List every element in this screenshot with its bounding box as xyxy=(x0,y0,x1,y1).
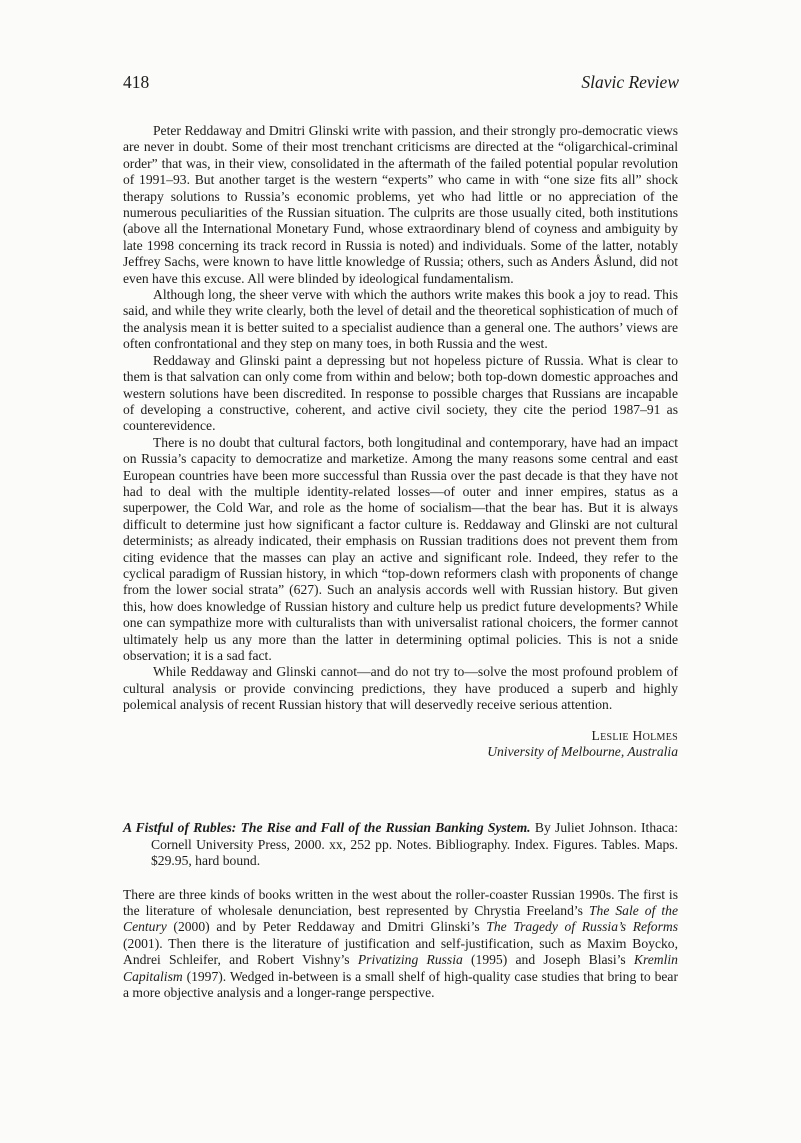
text-run: (1997). Wedged in-between is a small shelf of high-quality case studies that bring to bear a more objective analysis and a longer-range perspective. xyxy=(123,968,678,1001)
running-head xyxy=(123,72,679,93)
book-details: By Juliet Johnson. Ithaca: Cornell University Press, 2000. xx, 252 pp. Notes. Bibliography. Index. Figures. Tables. Maps. $29.95, hard bound. xyxy=(151,820,678,869)
book-citation xyxy=(123,820,678,869)
review-johnson xyxy=(123,887,678,1002)
paragraph: Reddaway and Glinski paint a depressing but not hopeless picture of Russia. What is clear to them is that salvation can only come from within and below; both top-down domestic approaches and western solutions have been discredited. In response to possible charges that Russians are incapable of developing a constructive, coherent, and active civil society, they cite the period 1987–91 as counterevidence. xyxy=(123,352,678,434)
cited-title: Privatizing Russia xyxy=(357,952,463,968)
page-body xyxy=(123,123,678,1002)
paragraph: Although long, the sheer verve with which the authors write makes this book a joy to read. This said, and while they write clearly, both the level of detail and the theoretical sophistication of much of the analysis mean it is better suited to a specialist audience than a general one. The authors’ views are often confrontational and they step on many toes, in both Russia and the west. xyxy=(123,287,678,352)
text-run: (2000) and by Peter Reddaway and Dmitri Glinski’s xyxy=(166,919,487,935)
paragraph: While Reddaway and Glinski cannot—and do not try to—solve the most profound problem of cultural analysis or provide convincing predictions, they have produced a superb and highly polemical analysis of recent Russian history that will deservedly receive serious attention. xyxy=(123,664,678,713)
cited-title: The Sale of the Century xyxy=(123,903,679,935)
reviewer-name: Leslie Holmes xyxy=(591,727,678,743)
page-number: 418 xyxy=(123,72,150,92)
text-run: There are three kinds of books written in the west about the roller-coaster Russian 1990s. The first is the literature of wholesale denunciation, best represented by Chrystia Freeland’s xyxy=(123,886,678,919)
reviewer-affiliation: University of Melbourne, Australia xyxy=(487,744,678,760)
review-holmes xyxy=(123,123,678,760)
text-run: (2001). Then there is the literature of justification and self-justification, such as Maxim Boycko, Andrei Schleifer, and Robert Vishny’s xyxy=(123,935,678,968)
cited-title: Kremlin Capitalism xyxy=(123,952,678,984)
cited-title: The Tragedy of Russia’s Reforms xyxy=(486,919,679,935)
paragraph xyxy=(123,887,678,1002)
text-run: (1995) and Joseph Blasi’s xyxy=(462,952,634,968)
reviewer-signature xyxy=(123,728,678,761)
paragraph: There is no doubt that cultural factors, both longitudinal and contemporary, have had an impact on Russia’s capacity to democratize and marketize. Among the many reasons some central and east European countries have been more successful than Russia over the past decade is that they have not had to deal with the multiple identity-related losses—of outer and inner empires, status as a superpower, the Cold War, and role as the home of socialism—that the bear has. But it is always difficult to determine just how significant a factor culture is. Reddaway and Glinski are not cultural determinists; as already indicated, their emphasis on Russian traditions does not prevent them from citing evidence that the masses can play an active and significant role. Indeed, they refer to the cyclical paradigm of Russian history, in which “top-down reformers clash with proponents of change from the lower social strata” (627). Such an analysis accords well with Russian history. But given this, how does knowledge of Russian history and culture help us predict future developments? While one can sympathize more with culturalists than with universalist rational choicers, the former cannot ultimately help us any more than the latter in determining optimal policies. This is not a snide observation; it is a sad fact. xyxy=(123,434,678,663)
paragraph: Peter Reddaway and Dmitri Glinski write with passion, and their strongly pro-democratic views are never in doubt. Some of their most trenchant criticisms are directed at the “oligarchical-criminal order” that was, in their view, consolidated in the aftermath of the failed potential popular revolution of 1991–93. But another target is the western “experts” who came in with “one size fits all” shock therapy solutions to Russia’s economic problems, yet who had little or no appreciation of the numerous peculiarities of the Russian situation. The culprits are those usually cited, both institutions (above all the International Monetary Fund, whose extraordinary blend of coyness and ambiguity by late 1998 concerning its track record in Russia is noted) and individuals. Some of the latter, notably Jeffrey Sachs, were known to have little knowledge of Russia; others, such as Anders Åslund, did not even have this excuse. All were blinded by ideological fundamentalism. xyxy=(123,123,678,286)
journal-title: Slavic Review xyxy=(581,72,679,92)
book-title: A Fistful of Rubles: The Rise and Fall of the Russian Banking System. xyxy=(123,820,531,836)
